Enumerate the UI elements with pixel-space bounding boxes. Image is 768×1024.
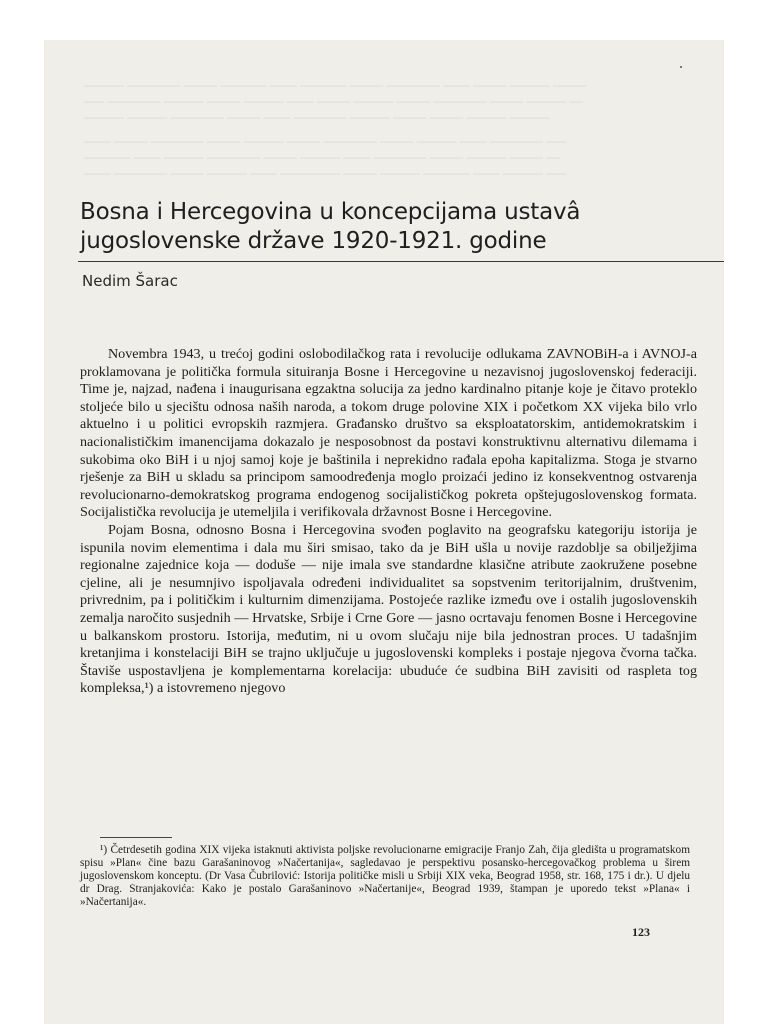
body-paragraph-2: Pojam Bosna, odnosno Bosna i Hercegovina svođen poglavito na geografsku kategoriju istorija je ispunila novim elementima i dala mu širi smisao, tako da je BiH ušla u novije razdoblje sa obilježjima regionalne zajednice koja — doduše — nije imala sve standardne klasične atribute zaokružene posebne cjeline, ali je nesumnjivo ispoljavala određeni individualitet sa sopstvenim teritorijalnim, društvenim, privrednim, pa i političkim i kulturnim dimenzijama. Postojeće razlike između ove i ostalih jugoslovenskih zemalja naročito susjednih — Hrvatske, Srbije i Crne Gore — jasno ocrtavaju fenomen Bosne i Hercegovine u balkanskom prostoru. Istorija, međutim, ni u ovom slučaju nije bila jednostran proces. U tadašnjim kretanjima i konstelaciji BiH se trajno uključuje u jugoslovenski kompleks i postaje njegova čvorna tačka. Štaviše uspostavljena je komplementarna korelacija: ubuduće će sudbina BiH zavisiti od raspleta tog kompleksa,¹) a istovremeno njegovo bbox=[80, 521, 697, 697]
title-rule bbox=[78, 261, 724, 262]
footnote-rule bbox=[100, 837, 172, 838]
bleed-through-text: ──── ───── ──────── ───── ────── ───── ──────── ───── ────── ──── ──────── ─── bbox=[84, 136, 567, 149]
bleed-through-text: ────── ──────── ───── ─────── ──── ─────── ───── ──────── ──── ───── ────── ───── bbox=[84, 80, 587, 93]
footnote: ¹) Četrdesetih godina XIX vijeka istaknuti aktivista poljske revolucionarne emigracije Franjo Zah, čija gledišta u programatskom spisu »Plan« čine bazu Garašaninovog »Načertanija«, sagledavao je perspektivu posansko-hercegovačkog problema u širem jugoslovenskom konceptu. (Dr Vasa Čubrilović: Istorija političke misli u Srbiji XIX veka, Beograd 1958, str. 168, 175 i dr.). U djelu dr Drag. Stranjakovića: Kako je postalo Garašaninovo »Načertanije«, Beograd 1939, štampan je uporedo tekst »Plana« i »Načertanija«. bbox=[80, 844, 690, 908]
document-page bbox=[44, 40, 724, 1024]
body-paragraph-1: Novembra 1943, u trećoj godini oslobodilačkog rata i revolucije odlukama ZAVNOBiH-a i AVNOJ-a proklamovana je politička formula situiranja Bosne i Hercegovine u nezavisnoj jugoslovenskoj federaciji. Time je, najzad, nađena i inaugurisana egzaktna solucija za jedno kardinalno pitanje koje je čitavo proteklo stoljeće bilo u sjecištu odnosa naših naroda, a tokom druge polovine XIX i početkom XX vijeka bilo vrlo aktuelno i u politici evropskih razmjera. Građansko društvo sa eksploatatorskim, antidemokratskim i nacionalističkim imanencijama dokazalo je nesposobnost da postavi konstruktivnu alternativu dilemama i sukobima oko BiH i u njoj samoj koje je baštinila i neprekidno rađala epoha kapitalizma. Stoga je stvarno rješenje za BiH u skladu sa principom samoodređenja moglo proizaći jedino iz konsekventnog ostvarenja revolucionarno-demokratskog programa endogenog socijalističkog pokreta opštejugoslovenskog formata. Socijalistička revolucija je utemeljila i verifikovala državnost Bosne i Hercegovine. bbox=[80, 346, 697, 521]
title-line-2: jugoslovenske države 1920-1921. godine bbox=[80, 228, 547, 254]
article-body bbox=[80, 346, 697, 698]
bleed-through-text: ────── ────── ──────── ───── ──── ──────── ────── ───── ───── ────── ────── bbox=[84, 112, 550, 125]
page-number: 123 bbox=[632, 925, 650, 939]
bleed-through-text: ──── ──────── ───── ────── ──── ───────── ───── ────── ─────── ──── ────── ─── bbox=[84, 168, 567, 181]
title-line-1: Bosna i Hercegovina u koncepcijama ustavâ bbox=[80, 199, 581, 225]
article-title bbox=[80, 198, 640, 256]
author-name: Nedim Šarac bbox=[82, 272, 178, 290]
speck bbox=[680, 66, 682, 68]
bleed-through-text: ─────── ──── ────── ──────── ───── ────── ──── ──────── ───── ────── ───── ── bbox=[84, 152, 560, 165]
bleed-through-text: ─── ──────── ────── ───── ────── ──── ───── ────── ───── ──────── ───── ────── ── bbox=[84, 96, 583, 109]
